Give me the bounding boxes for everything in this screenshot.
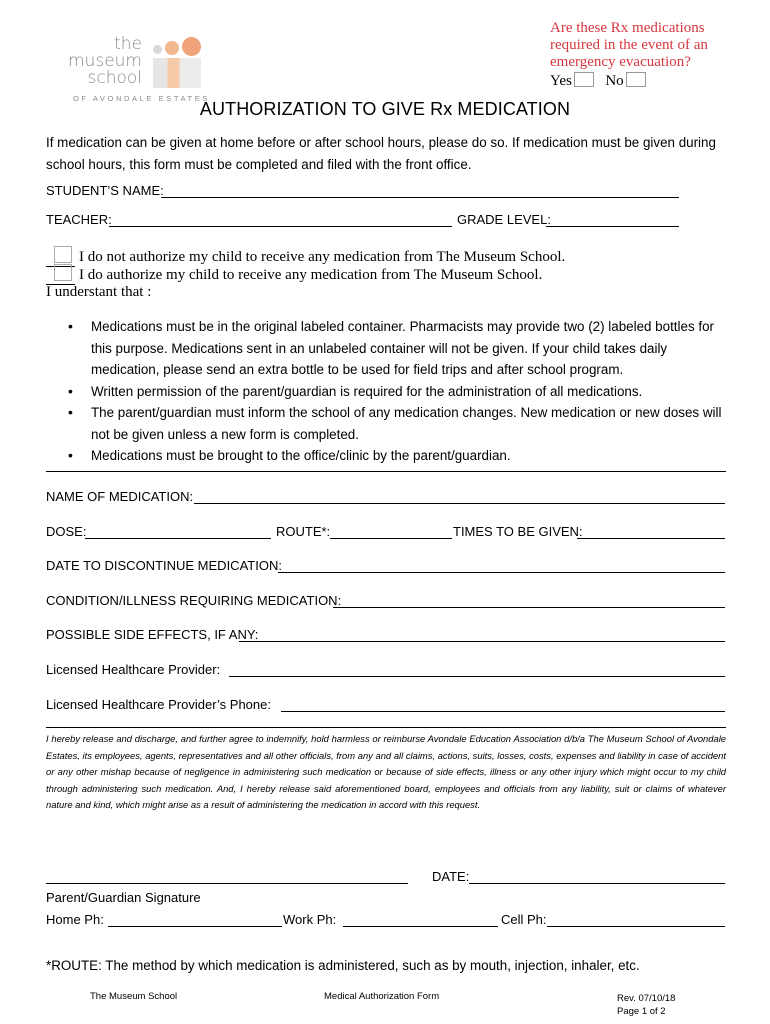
footer-school-name: The Museum School [90, 991, 178, 1002]
footer-page-number: Page 1 of 2 [617, 1006, 666, 1017]
provider-phone-field[interactable] [281, 711, 725, 712]
list-item: • Written permission of the parent/guardian is required for the administration of all medications. [46, 381, 730, 403]
logo-dot-small [153, 45, 162, 54]
evacuation-no-label: No [605, 73, 624, 89]
evacuation-no-checkbox[interactable] [626, 72, 646, 87]
grade-level-field[interactable] [546, 226, 679, 227]
medication-name-label: NAME OF MEDICATION: [46, 489, 194, 504]
authorization-no-text: I do not authorize my child to receive any medication from The Museum School. [79, 249, 566, 265]
route-footnote: *ROUTE: The method by which medication is administered, such as by mouth, injection, inhaler, etc. [46, 958, 640, 973]
form-title: AUTHORIZATION TO GIVE Rx MEDICATION [199, 99, 571, 119]
logo-text-the: the [114, 34, 142, 54]
evacuation-yes-checkbox[interactable] [574, 72, 594, 87]
list-item: • Medications must be in the original labeled container. Pharmacists may provide two (2) labeled bottles for this purpose. Medications sent in an unlabeled container will not be given. If your child takes daily medication, please send an extra bottle to be used for field trips and after school program. [46, 316, 730, 381]
discontinue-date-label: DATE TO DISCONTINUE MEDICATION: [46, 558, 282, 573]
evacuation-yes-label: Yes [550, 73, 572, 89]
cell-phone-label: Cell Ph: [501, 912, 547, 927]
intro-paragraph: If medication can be given at home before or after school hours, please do so. If medication must be given during school hours, this form must be completed and filed with the front office. [46, 135, 716, 172]
provider-field[interactable] [229, 676, 725, 677]
provider-phone-label: Licensed Healthcare Provider’s Phone: [46, 697, 271, 712]
condition-field[interactable] [333, 607, 725, 608]
grade-level-label: GRADE LEVEL: [457, 212, 551, 227]
condition-label: CONDITION/ILLNESS REQUIRING MEDICATION: [46, 593, 342, 608]
evacuation-question: Are these Rx medications required in the event of an emergency evacuation? [550, 20, 708, 70]
work-phone-label: Work Ph: [283, 912, 337, 927]
times-label: TIMES TO BE GIVEN: [453, 524, 583, 539]
evacuation-options [550, 72, 646, 90]
side-effects-label: POSSIBLE SIDE EFFECTS, IF ANY: [46, 627, 259, 642]
side-effects-field[interactable] [239, 641, 725, 642]
date-field[interactable] [469, 883, 725, 884]
logo-text-museum: museum [68, 51, 142, 71]
route-label: ROUTE*: [276, 524, 331, 539]
logo-dot-medium [165, 41, 179, 55]
home-phone-label: Home Ph: [46, 912, 104, 927]
signature-label: Parent/Guardian Signature [46, 890, 201, 905]
footer-revision: Rev. 07/10/18 [617, 993, 676, 1004]
provider-label: Licensed Healthcare Provider: [46, 662, 221, 677]
release-disclaimer: I hereby release and discharge, and further agree to indemnify, hold harmless or reimburse Avondale Education Association d/b/a The Museum School of Avondale Estates, its employees, agents, representatives and all other officials, from any and all claims, actions, suits, losses, costs, expenses and liability in case of accident or any other mishap because of negligence in administering such medication or because of side effects, illness or any other injury which might occur to my child through administering such medication. And, I hereby release said aforementioned board, employees and officials from any liability, suit or claims of whatever nature and kind, which might arise as a result of administering the medication in accord with this request. [46, 733, 726, 810]
cell-phone-field[interactable] [547, 926, 725, 927]
date-label: DATE: [432, 869, 470, 884]
signature-field[interactable] [46, 883, 408, 884]
list-item: • Medications must be brought to the office/clinic by the parent/guardian. [46, 445, 730, 467]
authorization-yes-text: I do authorize my child to receive any medication from The Museum School. [79, 267, 543, 283]
logo-tagline: OF AVONDALE ESTATES [73, 94, 210, 103]
work-phone-field[interactable] [343, 926, 498, 927]
student-name-field[interactable] [161, 197, 679, 198]
disclaimer-divider [46, 727, 726, 728]
logo-text-school: school [87, 68, 142, 88]
route-field[interactable] [330, 538, 452, 539]
dose-field[interactable] [85, 538, 271, 539]
authorization-option-yes [46, 264, 542, 285]
logo-dot-large [182, 37, 201, 56]
authorization-yes-checkbox[interactable] [46, 264, 75, 285]
medication-name-field[interactable] [194, 503, 725, 504]
dose-label: DOSE: [46, 524, 87, 539]
teacher-label: TEACHER: [46, 212, 112, 227]
home-phone-field[interactable] [108, 926, 282, 927]
discontinue-date-field[interactable] [278, 572, 725, 573]
list-item: • The parent/guardian must inform the school of any medication changes. New medication or new doses will not be given unless a new form is completed. [46, 402, 730, 445]
footer-form-name: Medical Authorization Form [324, 991, 440, 1002]
logo-m-block [153, 58, 201, 88]
student-name-label: STUDENT’S NAME: [46, 183, 164, 198]
section-divider [46, 471, 726, 472]
conditions-list [46, 316, 730, 467]
times-field[interactable] [577, 538, 725, 539]
understand-statement: I understant that : [46, 284, 152, 300]
teacher-field[interactable] [109, 226, 452, 227]
